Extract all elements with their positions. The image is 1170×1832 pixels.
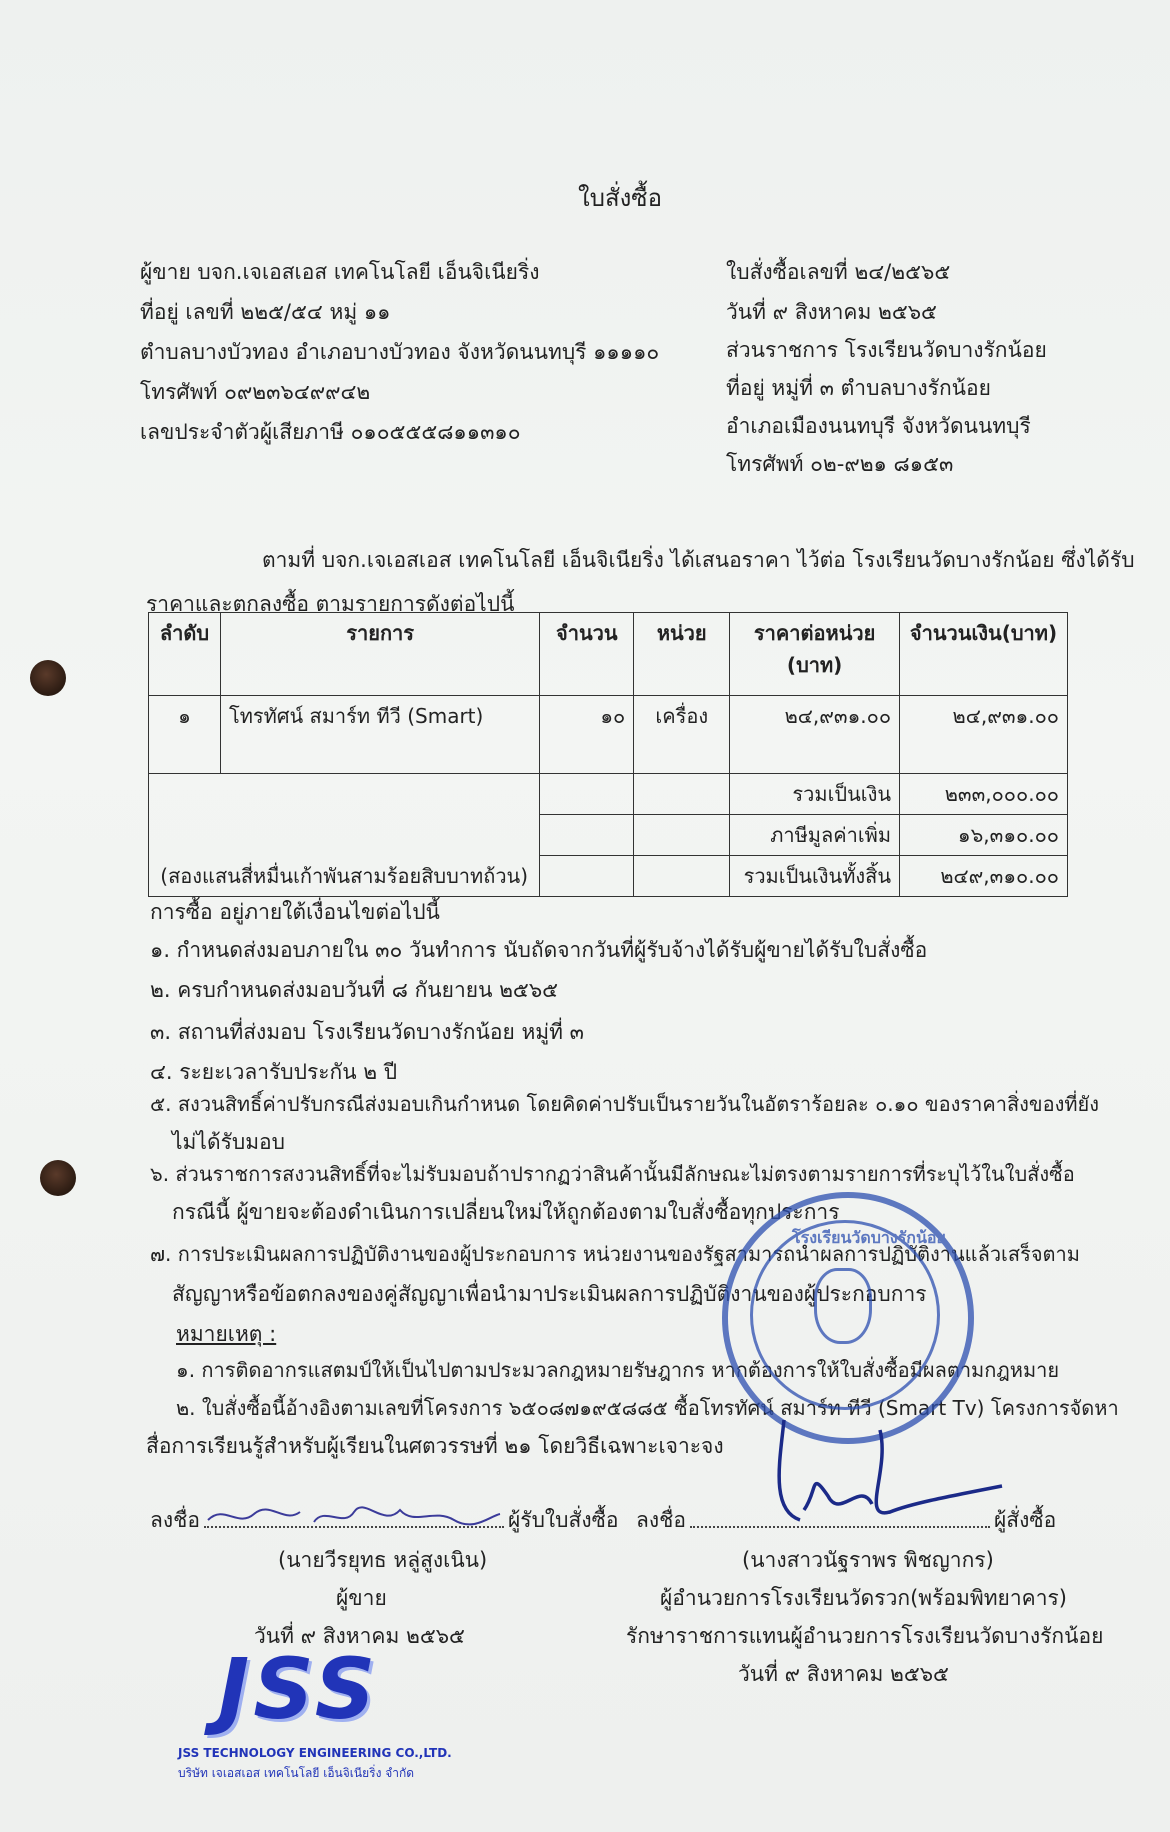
right-role-label: ผู้สั่งซื้อ xyxy=(994,1508,1057,1532)
cell-unit-price: ๒๔,๙๓๑.๐๐ xyxy=(730,696,900,774)
left-role-label: ผู้รับใบสั่งซื้อ xyxy=(508,1508,619,1532)
condition-item: ๑. กำหนดส่งมอบภายใน ๓๐ วันทำการ นับถัดจากวันที่ผู้รับจ้างได้รับผู้ขายได้รับใบสั่งซื้อ xyxy=(150,938,928,962)
company-name-th: บริษัท เจเอสเอส เทคโนโลยี เอ็นจิเนียริ่ง จำกัด xyxy=(178,1766,415,1780)
col-header-amount: จำนวนเงิน(บาท) xyxy=(900,613,1068,696)
condition-item: ๒. ครบกำหนดส่งมอบวันที่ ๘ กันยายน ๒๕๖๕ xyxy=(150,978,559,1002)
cell-amount: ๒๔,๙๓๑.๐๐ xyxy=(900,696,1068,774)
intro-line2: ราคาและตกลงซื้อ ตามรายการดังต่อไปนี้ xyxy=(146,592,515,616)
seller-address-line1: ที่อยู่ เลขที่ ๒๒๕/๕๔ หมู่ ๑๑ xyxy=(140,300,391,324)
col-header-qty: จำนวน xyxy=(540,613,634,696)
seller-name: ผู้ขาย บจก.เจเอสเอส เทคโนโลยี เอ็นจิเนียริ่ง xyxy=(140,260,540,284)
col-header-unit: หน่วย xyxy=(634,613,730,696)
po-number: ใบสั่งซื้อเลขที่ ๒๔/๒๕๖๕ xyxy=(726,260,951,284)
page-title: ใบสั่งซื้อ xyxy=(577,184,663,212)
company-logo: JSS xyxy=(218,1640,380,1738)
left-sign-prefix: ลงชื่อ xyxy=(150,1508,200,1532)
table-row xyxy=(149,696,1068,774)
remarks-heading: หมายเหตุ : xyxy=(176,1322,277,1346)
seller-tax-id: เลขประจำตัวผู้เสียภาษี ๐๑๐๕๕๕๘๑๑๓๑๐ xyxy=(140,420,521,444)
subtotal-row xyxy=(149,774,1068,815)
intro-line1: ตามที่ บจก.เจเอสเอส เทคโนโลยี เอ็นจิเนียริ่ง ได้เสนอราคา ไว้ต่อ โรงเรียนวัดบางรักน้อย ซึ่งได้รับ xyxy=(262,548,1135,572)
right-handwritten-signature xyxy=(740,1400,1010,1540)
table-header-row xyxy=(149,613,1068,696)
condition-item: ๓. สถานที่ส่งมอบ โรงเรียนวัดบางรักน้อย หมู่ที่ ๓ xyxy=(150,1020,584,1044)
left-signer-name: (นายวีรยุทธ หลู่สูงเนิน) xyxy=(278,1548,488,1572)
buyer-phone: โทรศัพท์ ๐๒-๙๒๑ ๘๑๕๓ xyxy=(726,452,954,476)
subtotal-label: รวมเป็นเงิน xyxy=(730,774,900,815)
buyer-address-line2: อำเภอเมืองนนทบุรี จังหวัดนนทบุรี xyxy=(726,414,1031,438)
cell-no: ๑ xyxy=(149,696,221,774)
right-signer-name: (นางสาวนัฐราพร พิชญากร) xyxy=(742,1548,994,1572)
items-table xyxy=(148,612,1068,897)
condition-item-continued: ไม่ได้รับมอบ xyxy=(172,1130,285,1154)
conditions-heading: การซื้อ อยู่ภายใต้เงื่อนไขต่อไปนี้ xyxy=(150,900,440,924)
seal-text: โรงเรียนวัดบางรักน้อย xyxy=(792,1228,946,1247)
condition-item-continued: สัญญาหรือข้อตกลงของคู่สัญญาเพื่อนำมาประเมินผลการปฏิบัติงานของผู้ประกอบการ xyxy=(172,1282,927,1306)
col-header-item: รายการ xyxy=(220,613,539,696)
left-handwritten-signature xyxy=(204,1498,504,1534)
company-name-en: JSS TECHNOLOGY ENGINEERING CO.,LTD. xyxy=(178,1746,452,1760)
right-signer-position-2: รักษาราชการแทนผู้อำนวยการโรงเรียนวัดบางรักน้อย xyxy=(626,1624,1104,1648)
vat-label: ภาษีมูลค่าเพิ่ม xyxy=(730,815,900,856)
condition-item-continued: กรณีนี้ ผู้ขายจะต้องดำเนินการเปลี่ยนใหม่ให้ถูกต้องตามใบสั่งซื้อทุกประการ xyxy=(172,1200,840,1224)
buyer-agency: ส่วนราชการ โรงเรียนวัดบางรักน้อย xyxy=(726,338,1047,362)
right-sign-date: วันที่ ๙ สิงหาคม ๒๕๖๕ xyxy=(738,1662,949,1686)
col-header-unit-price: ราคาต่อหน่วย (บาท) xyxy=(730,613,900,696)
subtotal-value: ๒๓๓,๐๐๐.๐๐ xyxy=(900,774,1068,815)
left-sign-date: วันที่ ๙ สิงหาคม ๒๕๖๕ xyxy=(254,1624,465,1648)
condition-item: ๗. การประเมินผลการปฏิบัติงานของผู้ประกอบการ หน่วยงานของรัฐสามารถนำผลการปฏิบัติงานแล้วเสร็จตาม xyxy=(150,1242,1080,1266)
cell-item: โทรทัศน์ สมาร์ท ทีวี (Smart) xyxy=(220,696,539,774)
cell-qty: ๑๐ xyxy=(540,696,634,774)
total-in-words: (สองแสนสี่หมื่นเก้าพันสามร้อยสิบบาทถ้วน) xyxy=(149,774,540,897)
right-signer-position-1: ผู้อำนวยการโรงเรียนวัดรวก(พร้อมพิทยาคาร) xyxy=(660,1586,1067,1610)
total-value: ๒๔๙,๓๑๐.๐๐ xyxy=(900,856,1068,897)
seller-phone: โทรศัพท์ ๐๙๒๓๖๔๙๙๔๒ xyxy=(140,380,371,404)
buyer-address-line1: ที่อยู่ หมู่ที่ ๓ ตำบลบางรักน้อย xyxy=(726,376,991,400)
binder-hole-top xyxy=(30,660,66,696)
seal-emblem-icon xyxy=(814,1268,872,1344)
condition-item: ๔. ระยะเวลารับประกัน ๒ ปี xyxy=(150,1060,398,1084)
remark-item-1: ๑. การติดอากรแสตมป์ให้เป็นไปตามประมวลกฎหมายรัษฎากร หากต้องการให้ใบสั่งซื้อมีผลตามกฎหมาย xyxy=(176,1358,1060,1382)
condition-item: ๕. สงวนสิทธิ์ค่าปรับกรณีส่งมอบเกินกำหนด โดยคิดค่าปรับเป็นรายวันในอัตราร้อยละ ๐.๑๐ ของราคาสิ่งของที่ยัง xyxy=(150,1092,1100,1116)
total-label: รวมเป็นเงินทั้งสิ้น xyxy=(730,856,900,897)
binder-hole-bottom xyxy=(40,1160,76,1196)
seller-address-line2: ตำบลบางบัวทอง อำเภอบางบัวทอง จังหวัดนนทบุรี ๑๑๑๑๐ xyxy=(140,340,660,364)
po-date: วันที่ ๙ สิงหาคม ๒๕๖๕ xyxy=(726,300,937,324)
right-sign-prefix: ลงชื่อ xyxy=(636,1508,686,1532)
vat-value: ๑๖,๓๑๐.๐๐ xyxy=(900,815,1068,856)
cell-unit: เครื่อง xyxy=(634,696,730,774)
condition-item: ๖. ส่วนราชการสงวนสิทธิ์ที่จะไม่รับมอบถ้าปรากฏว่าสินค้านั้นมีลักษณะไม่ตรงตามรายการที่ระบุไว้ในใบสั่งซื้อ xyxy=(150,1162,1075,1186)
remark-item-2-continued: สื่อการเรียนรู้สำหรับผู้เรียนในศตวรรษที่ ๒๑ โดยวิธีเฉพาะเจาะจง xyxy=(146,1434,724,1458)
col-header-no: ลำดับ xyxy=(149,613,221,696)
remark-item-2: ๒. ใบสั่งซื้อนี้อ้างอิงตามเลขที่โครงการ ๖๕๐๘๗๑๙๕๘๘๕ ซื้อโทรทัศน์ สมาร์ท ทีวี (Smart Tv) โครงการจัดหา xyxy=(176,1396,1119,1420)
left-signer-position: ผู้ขาย xyxy=(336,1586,387,1610)
